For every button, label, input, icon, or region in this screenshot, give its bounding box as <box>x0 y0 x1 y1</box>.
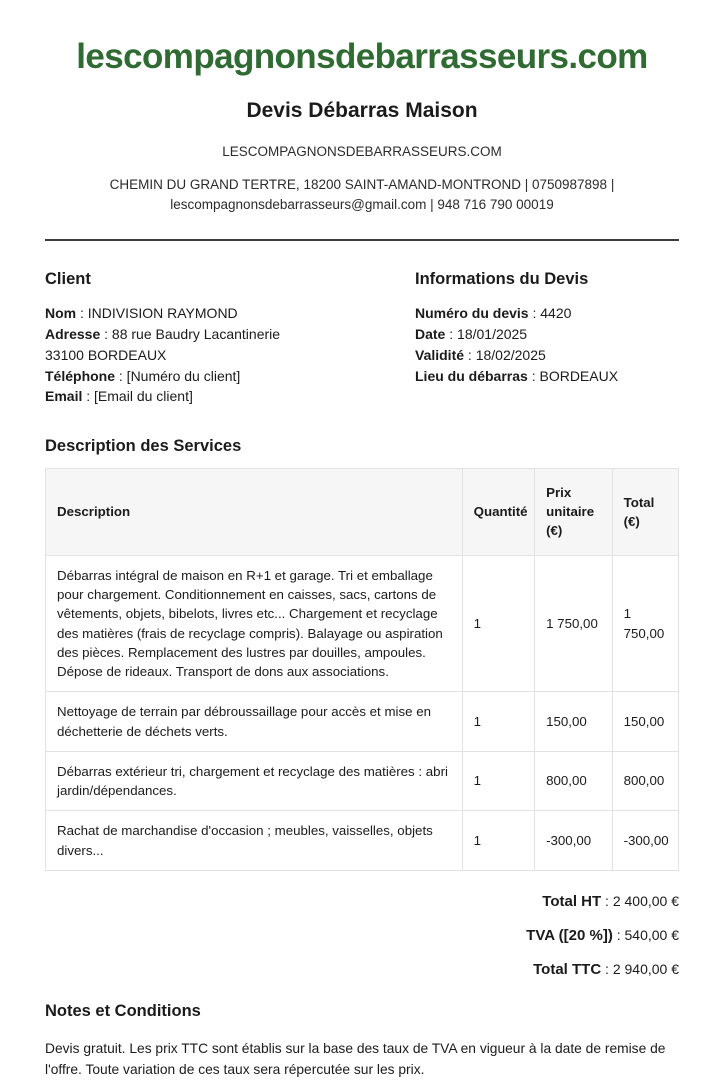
total-ttc-value: : 2 940,00 € <box>605 960 679 977</box>
cell-total: 800,00 <box>612 751 678 811</box>
cell-quantity: 1 <box>462 692 534 752</box>
cell-quantity: 1 <box>462 751 534 811</box>
client-name-value: : INDIVISION RAYMOND <box>80 305 238 322</box>
client-email-label: Email <box>45 388 83 405</box>
cell-description: Débarras extérieur tri, chargement et recyclage des matières : abri jardin/dépendances. <box>46 751 463 811</box>
total-ht-label: Total HT <box>542 892 602 910</box>
cell-unit-price: 1 750,00 <box>535 555 612 692</box>
company-contact-details <box>45 175 679 217</box>
quote-location-row <box>415 366 679 387</box>
quote-number-label: Numéro du devis <box>415 305 529 322</box>
services-section-heading: Description des Services <box>45 436 242 455</box>
cell-total: 150,00 <box>612 692 678 752</box>
table-row <box>46 811 679 871</box>
cell-unit-price: -300,00 <box>535 811 612 871</box>
quote-date-label: Date <box>415 326 446 343</box>
total-tva-value: : 540,00 € <box>616 926 679 943</box>
quote-validity-row <box>415 345 679 366</box>
totals-block <box>45 893 679 978</box>
client-section <box>45 270 362 407</box>
client-email-row <box>45 386 362 407</box>
info-columns <box>45 270 679 407</box>
company-address-line: CHEMIN DU GRAND TERTRE, 18200 SAINT-AMAND-MONTROND | 0750987898 | <box>109 176 615 192</box>
table-row <box>46 692 679 752</box>
client-phone-row <box>45 366 362 387</box>
table-header-row <box>46 468 679 555</box>
cell-description: Débarras intégral de maison en R+1 et garage. Tri et emballage pour chargement. Conditionnement en caisses, sacs, cartons de vêtements, objets, bibelots, livres etc... Chargement et recyclage des matières (frais de recyclage compris). Balayage ou aspiration des pièces. Remplacement des lustres par douilles, ampoules. Dépose de rideaux. Transport de dons aux associations. <box>46 555 463 692</box>
notes-body-text: Devis gratuit. Les prix TTC sont établis sur la base des taux de TVA en vigueur à la date de remise de l'offre. Toute variation de ces taux sera répercutée sur les prix. <box>45 1040 666 1078</box>
services-table-head <box>46 468 679 555</box>
column-header-total <box>612 468 678 555</box>
page-title: Devis Débarras Maison <box>246 98 478 122</box>
total-ttc-label: Total TTC <box>533 960 602 978</box>
total-tva-row <box>45 927 679 944</box>
client-name-label: Nom <box>45 305 77 322</box>
client-address-label: Adresse <box>45 326 101 343</box>
total-ttc-row <box>45 961 679 978</box>
cell-total: -300,00 <box>612 811 678 871</box>
client-address-value: : 88 rue Baudry Lacantinerie <box>104 326 281 343</box>
total-ht-row <box>45 893 679 910</box>
quote-number-value: : 4420 <box>532 305 572 322</box>
quote-validity-value: : 18/02/2025 <box>467 346 546 363</box>
client-section-heading: Client <box>45 270 91 289</box>
client-email-value: : [Email du client] <box>86 388 193 405</box>
cell-quantity: 1 <box>462 811 534 871</box>
total-ht-value: : 2 400,00 € <box>605 892 679 909</box>
unit-price-line1: Prix <box>546 484 572 500</box>
column-header-description: Description <box>46 468 463 555</box>
quote-date-row <box>415 324 679 345</box>
client-address-value-line2: 33100 BORDEAUX <box>45 346 167 363</box>
company-website: LESCOMPAGNONSDEBARRASSEURS.COM <box>222 143 502 159</box>
quote-location-label: Lieu du débarras <box>415 367 528 384</box>
total-tva-label: TVA ([20 %]) <box>526 926 613 944</box>
column-header-quantity: Quantité <box>462 468 534 555</box>
quote-location-value: : BORDEAUX <box>531 367 619 384</box>
quote-validity-label: Validité <box>415 346 465 363</box>
total-line2: (€) <box>623 513 640 529</box>
company-logo-wordmark: lescompagnonsdebarrasseurs.com <box>76 37 648 76</box>
cell-description: Nettoyage de terrain par débroussaillage pour accès et mise en déchetterie de déchets verts. <box>46 692 463 752</box>
quote-number-row <box>415 303 679 324</box>
company-email-siret-line: lescompagnonsdebarrasseurs@gmail.com | 948 716 790 00019 <box>170 197 554 213</box>
table-row <box>46 751 679 811</box>
quote-date-value: : 18/01/2025 <box>449 326 528 343</box>
cell-description: Rachat de marchandise d'occasion ; meubles, vaisselles, objets divers... <box>46 811 463 871</box>
services-table-body <box>46 555 679 870</box>
table-row <box>46 555 679 692</box>
client-address-row <box>45 324 362 365</box>
client-name-row <box>45 303 362 324</box>
client-phone-value: : [Numéro du client] <box>118 367 241 384</box>
unit-price-line2: unitaire <box>546 504 595 520</box>
unit-price-line3: (€) <box>546 523 563 539</box>
cell-unit-price: 150,00 <box>535 692 612 752</box>
client-phone-label: Téléphone <box>45 367 116 384</box>
quote-info-heading: Informations du Devis <box>415 270 589 289</box>
total-line1: Total <box>623 494 655 510</box>
services-table <box>45 468 679 871</box>
cell-quantity: 1 <box>462 555 534 692</box>
notes-section-heading: Notes et Conditions <box>45 1001 201 1020</box>
cell-total: 1 750,00 <box>612 555 678 692</box>
cell-unit-price: 800,00 <box>535 751 612 811</box>
column-header-unit-price <box>535 468 612 555</box>
header-divider <box>45 239 679 241</box>
quote-info-section <box>362 270 679 407</box>
